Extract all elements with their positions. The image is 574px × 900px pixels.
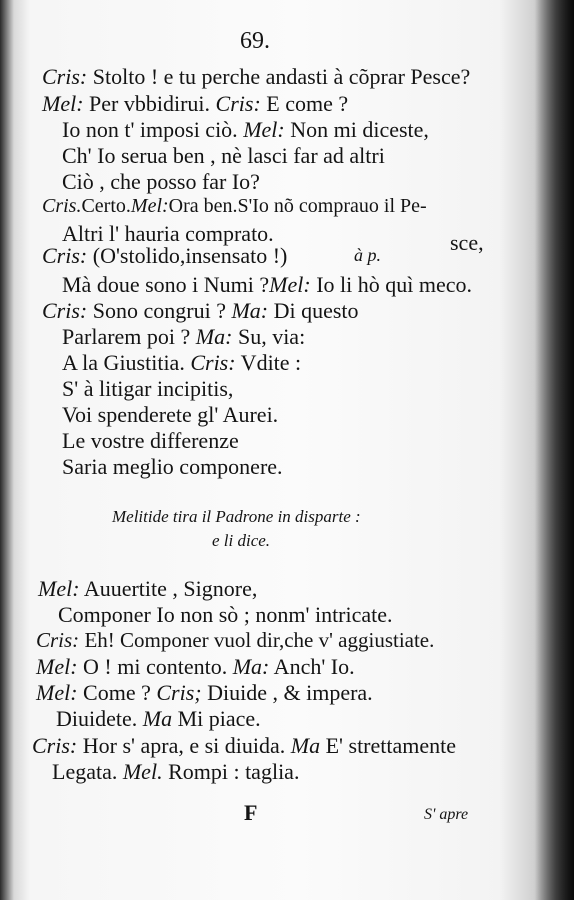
line-text: (O'stolido,insensato !) xyxy=(87,243,288,268)
dialogue-line xyxy=(62,324,305,350)
dialogue-line xyxy=(52,759,299,785)
line-text: Di questo xyxy=(268,298,359,323)
speaker-label: Cris: xyxy=(215,91,261,116)
dialogue-line xyxy=(38,576,257,602)
dialogue-line xyxy=(42,298,359,324)
line-text: Su, via: xyxy=(232,324,306,349)
speaker-label: Ma xyxy=(142,706,173,731)
dialogue-line xyxy=(42,91,348,117)
dialogue-line xyxy=(62,117,429,143)
stage-direction: e li dice. xyxy=(212,531,271,550)
speaker-label: Cris; xyxy=(156,680,202,705)
speaker-label: Cris: xyxy=(42,243,88,268)
speaker-label: Ma: xyxy=(195,324,233,349)
speaker-label: Cris. xyxy=(42,195,82,217)
line-text: Mi piace. xyxy=(172,706,261,731)
dialogue-line xyxy=(62,272,472,298)
speaker-label: Cris: xyxy=(32,733,78,758)
line-text: Ch' Io serua ben , nè lasci far ad altri xyxy=(62,143,385,168)
line-text: Altri l' hauria comprato. xyxy=(62,221,274,246)
dialogue-line xyxy=(36,680,373,706)
line-text: A la Giustitia. xyxy=(62,350,191,375)
line-text: sce, xyxy=(450,230,484,255)
speaker-label: Ma: xyxy=(231,298,269,323)
line-text: à p. xyxy=(354,245,381,265)
line-text: Saria meglio componere. xyxy=(62,454,283,479)
line-text: Parlarem poi ? xyxy=(62,324,196,349)
dialogue-line xyxy=(42,195,427,218)
line-text: Ora ben.S'Io nõ comprauo il Pe- xyxy=(168,195,427,217)
line-text: Rompi : taglia. xyxy=(162,759,300,784)
line-text: Voi spenderete gl' Aurei. xyxy=(62,402,279,427)
dialogue-line xyxy=(62,402,278,428)
line-text: Ciò , che posso far Io? xyxy=(62,169,260,194)
speaker-label: Cris: xyxy=(42,64,88,89)
gutter-shadow xyxy=(534,0,574,900)
aside-note xyxy=(354,245,381,266)
line-text: Per vbbidirui. xyxy=(83,91,216,116)
dialogue-line xyxy=(62,143,385,169)
line-text: Come ? xyxy=(77,680,157,705)
line-text: Eh! Componer vuol dir,che v' aggiustiate. xyxy=(79,628,435,652)
speaker-label: Ma xyxy=(290,733,321,758)
dialogue-line xyxy=(36,628,434,653)
dialogue-line xyxy=(62,454,283,480)
line-text: E' strettamente xyxy=(320,733,457,758)
speaker-label: Ma: xyxy=(232,654,270,679)
line-text: Certo. xyxy=(81,195,131,217)
speaker-label: Cris: xyxy=(190,350,236,375)
line-text: Mà doue sono i Numi ? xyxy=(62,272,270,297)
line-text: Stolto ! e tu perche andasti à cõprar Pesce? xyxy=(87,64,471,89)
dialogue-line xyxy=(56,706,261,732)
speaker-label: Mel: xyxy=(269,272,311,297)
line-text: Sono congrui ? xyxy=(87,298,232,323)
speaker-label: Mel. xyxy=(122,759,163,784)
line-text: Non mi diceste, xyxy=(284,117,429,142)
speaker-label: Mel: xyxy=(42,91,84,116)
speaker-label: Mel: xyxy=(38,576,80,601)
line-text: Hor s' apra, e si diuida. xyxy=(77,733,291,758)
catchword: S' apre xyxy=(424,806,469,823)
signature-mark: F xyxy=(244,800,258,825)
dialogue-line xyxy=(36,654,355,680)
line-text: O ! mi contento. xyxy=(77,654,233,679)
dialogue-line xyxy=(42,64,470,90)
stage-direction: Melitide tira il Padrone in disparte : xyxy=(112,507,361,526)
dialogue-line xyxy=(62,428,239,454)
line-text: Anch' Io. xyxy=(269,654,355,679)
turnover-word xyxy=(450,230,484,256)
dialogue-line xyxy=(62,169,260,195)
line-text: Legata. xyxy=(52,759,123,784)
line-text: Diuidete. xyxy=(56,706,143,731)
speaker-label: Cris: xyxy=(42,298,88,323)
line-text: S' à litigar incipitis, xyxy=(62,376,234,401)
line-text: Io non t' imposi ciò. xyxy=(62,117,244,142)
speaker-label: Mel: xyxy=(243,117,285,142)
dialogue-line xyxy=(62,376,233,402)
dialogue-line xyxy=(32,733,456,759)
line-text: Diuide , & impera. xyxy=(201,680,373,705)
line-text: Vdite : xyxy=(235,350,302,375)
line-text: E come ? xyxy=(260,91,349,116)
line-text: Io li hò quì meco. xyxy=(310,272,472,297)
speaker-label: Mel: xyxy=(36,654,78,679)
dialogue-line xyxy=(58,602,393,628)
dialogue-line xyxy=(62,350,301,376)
speaker-label: Mel: xyxy=(36,680,78,705)
speaker-label: Cris: xyxy=(36,628,80,652)
line-text: Componer Io non sò ; nonm' intricate. xyxy=(58,602,393,627)
page-number: 69. xyxy=(240,28,270,54)
dialogue-line xyxy=(42,243,287,269)
line-text: Le vostre differenze xyxy=(62,428,239,453)
speaker-label: Mel: xyxy=(130,195,169,217)
line-text: Auuertite , Signore, xyxy=(79,576,258,601)
